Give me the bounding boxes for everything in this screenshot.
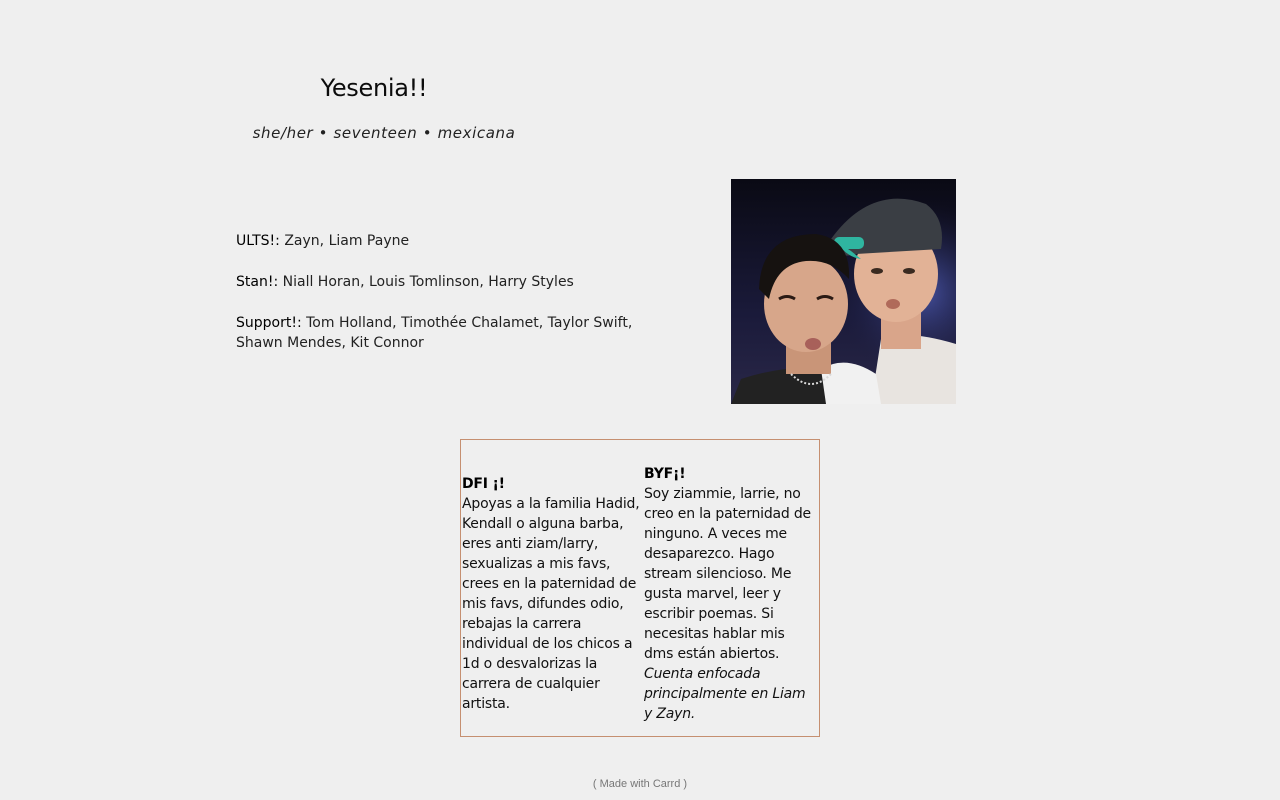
stan-label: Stan!: — [236, 274, 279, 290]
profile-photo — [731, 179, 956, 404]
dfi-column — [462, 474, 640, 714]
dfi-text: Apoyas a la familia Hadid, Kendall o alguna barba, eres anti ziam/larry, sexualizas a mis favs, crees en la paternidad de mis favs, difundes odio, rebajas la carrera individual de los chicos a 1d o desvalorizas la carrera de cualquier artista. — [462, 496, 640, 712]
stan-line — [236, 272, 636, 292]
byf-column — [644, 464, 816, 724]
support-line — [236, 313, 636, 353]
support-value: Tom Holland, Timothée Chalamet, Taylor Swift, Shawn Mendes, Kit Connor — [236, 315, 633, 351]
byf-text: Soy ziammie, larrie, no creo en la paternidad de ninguno. A veces me desaparezco. Hago stream silencioso. Me gusta marvel, leer y escribir poemas. Si necesitas hablar mis dms están abiertos. — [644, 486, 811, 662]
ults-value: Zayn, Liam Payne — [279, 233, 410, 249]
byf-emphasis: Cuenta enfocada principalmente en Liam y Zayn. — [644, 666, 806, 722]
made-with-carrd-link[interactable]: ( Made with Carrd ) — [592, 778, 688, 790]
byf-body — [644, 484, 816, 724]
page-title: Yesenia!! — [320, 74, 428, 102]
stan-value: Niall Horan, Louis Tomlinson, Harry Styles — [278, 274, 574, 290]
ults-label: ULTS!: — [236, 233, 280, 249]
ults-line — [236, 231, 636, 251]
byf-heading: BYF¡! — [644, 466, 686, 482]
faves-list — [236, 231, 636, 374]
dfi-heading: DFI ¡! — [462, 476, 505, 492]
photo-illustration — [731, 179, 956, 404]
support-label: Support!: — [236, 315, 302, 331]
page-subtitle: she/her • seventeen • mexicana — [252, 124, 516, 142]
info-box — [460, 439, 820, 737]
